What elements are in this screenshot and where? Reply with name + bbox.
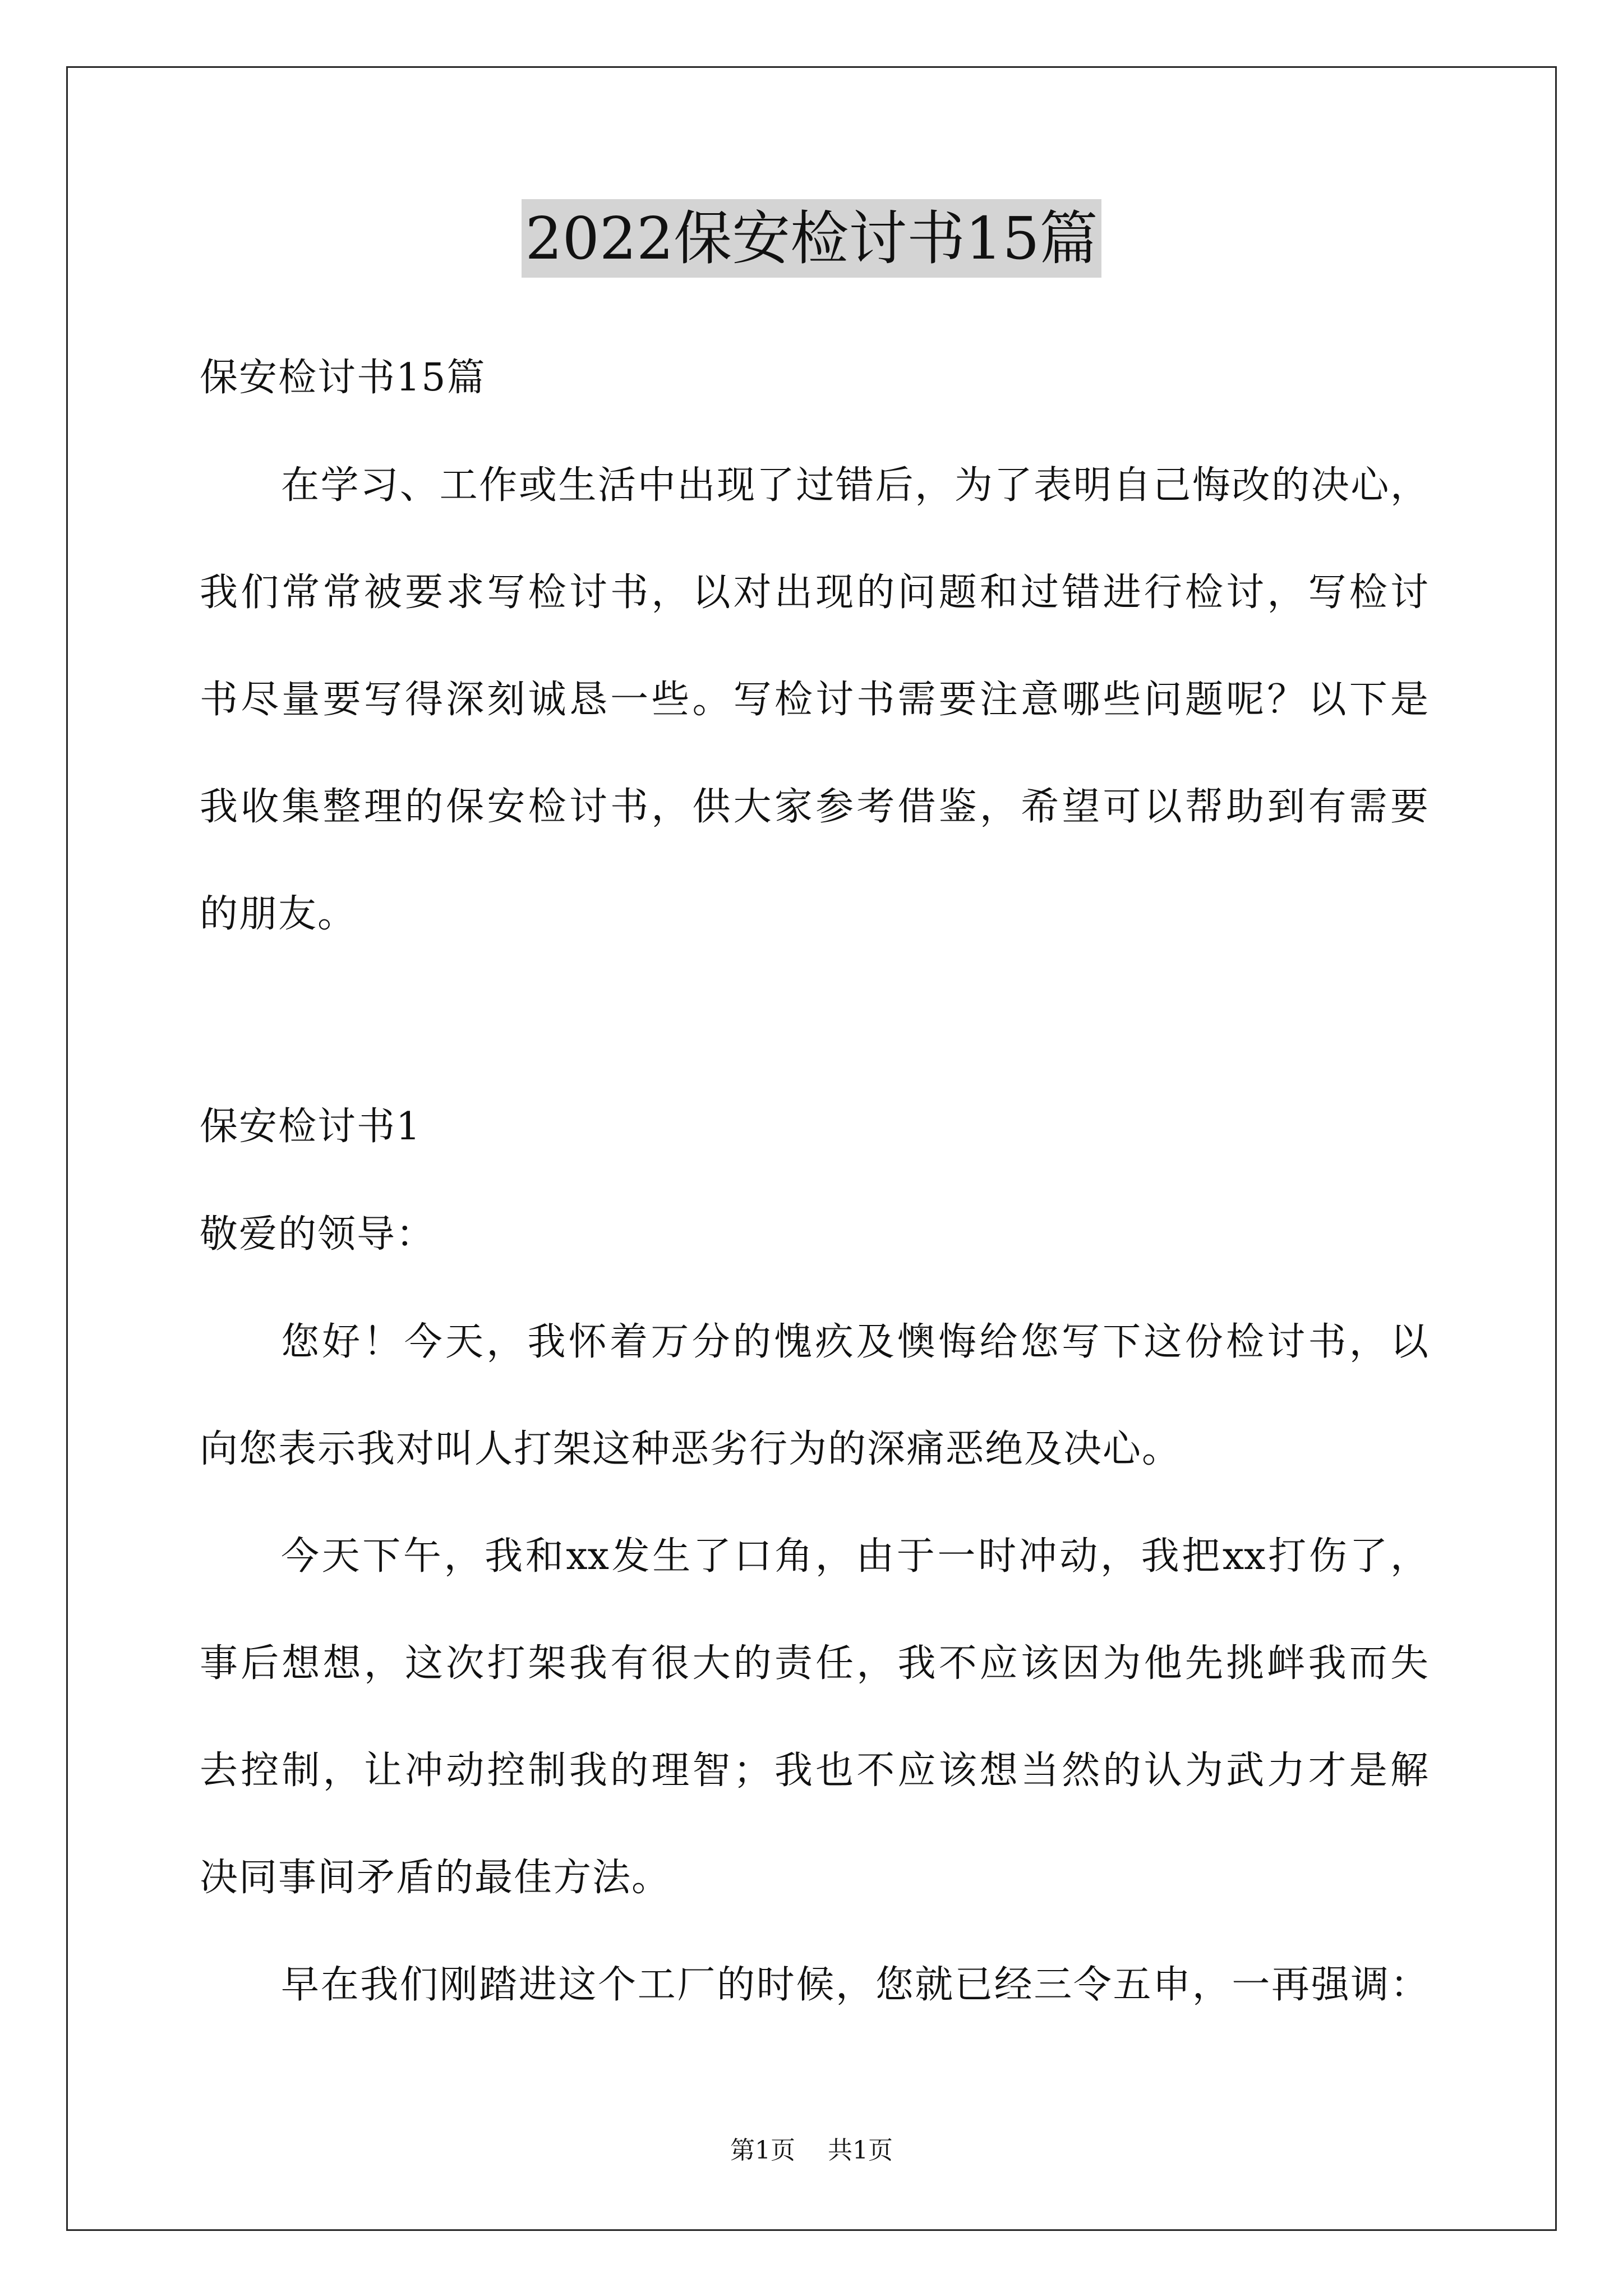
page-number-current: 第1页 [730,2136,795,2165]
title-container [0,199,1623,278]
para2-line-4: 决同事间矛盾的最佳方法。 [200,1856,671,1900]
para2-line-1: 今天下午，我和xx发生了口角，由于一时冲动，我把xx打伤了， [281,1534,1428,1579]
para3-line-1: 早在我们刚踏进这个工厂的时候，您就已经三令五申，一再强调： [281,1963,1428,2007]
document-title: 2022保安检讨书15篇 [522,199,1101,278]
intro-line-1: 在学习、工作或生活中出现了过错后，为了表明自己悔改的决心， [281,463,1428,508]
salutation: 敬爱的领导： [200,1212,436,1257]
section-heading: 保安检讨书1 [200,1105,422,1149]
intro-line-2: 我们常常被要求写检讨书，以对出现的问题和过错进行检讨，写检讨 [200,570,1428,615]
para1-line-2: 向您表示我对叫人打架这种恶劣行为的深痛恶绝及决心。 [200,1427,1182,1471]
para1-line-1: 您好！今天，我怀着万分的愧疚及懊悔给您写下这份检讨书，以 [281,1320,1428,1364]
intro-line-3: 书尽量要写得深刻诚恳一些。写检讨书需要注意哪些问题呢？以下是 [200,678,1428,722]
para2-line-2: 事后想想，这次打架我有很大的责任，我不应该因为他先挑衅我而失 [200,1641,1428,1686]
para2-line-3: 去控制，让冲动控制我的理智；我也不应该想当然的认为武力才是解 [200,1749,1428,1793]
page-number-total: 共1页 [828,2136,893,2165]
document-subtitle: 保安检讨书15篇 [200,356,486,400]
page-footer [0,2134,1623,2168]
intro-line-4: 我收集整理的保安检讨书，供大家参考借鉴，希望可以帮助到有需要 [200,785,1428,829]
intro-line-5: 的朋友。 [200,892,357,936]
